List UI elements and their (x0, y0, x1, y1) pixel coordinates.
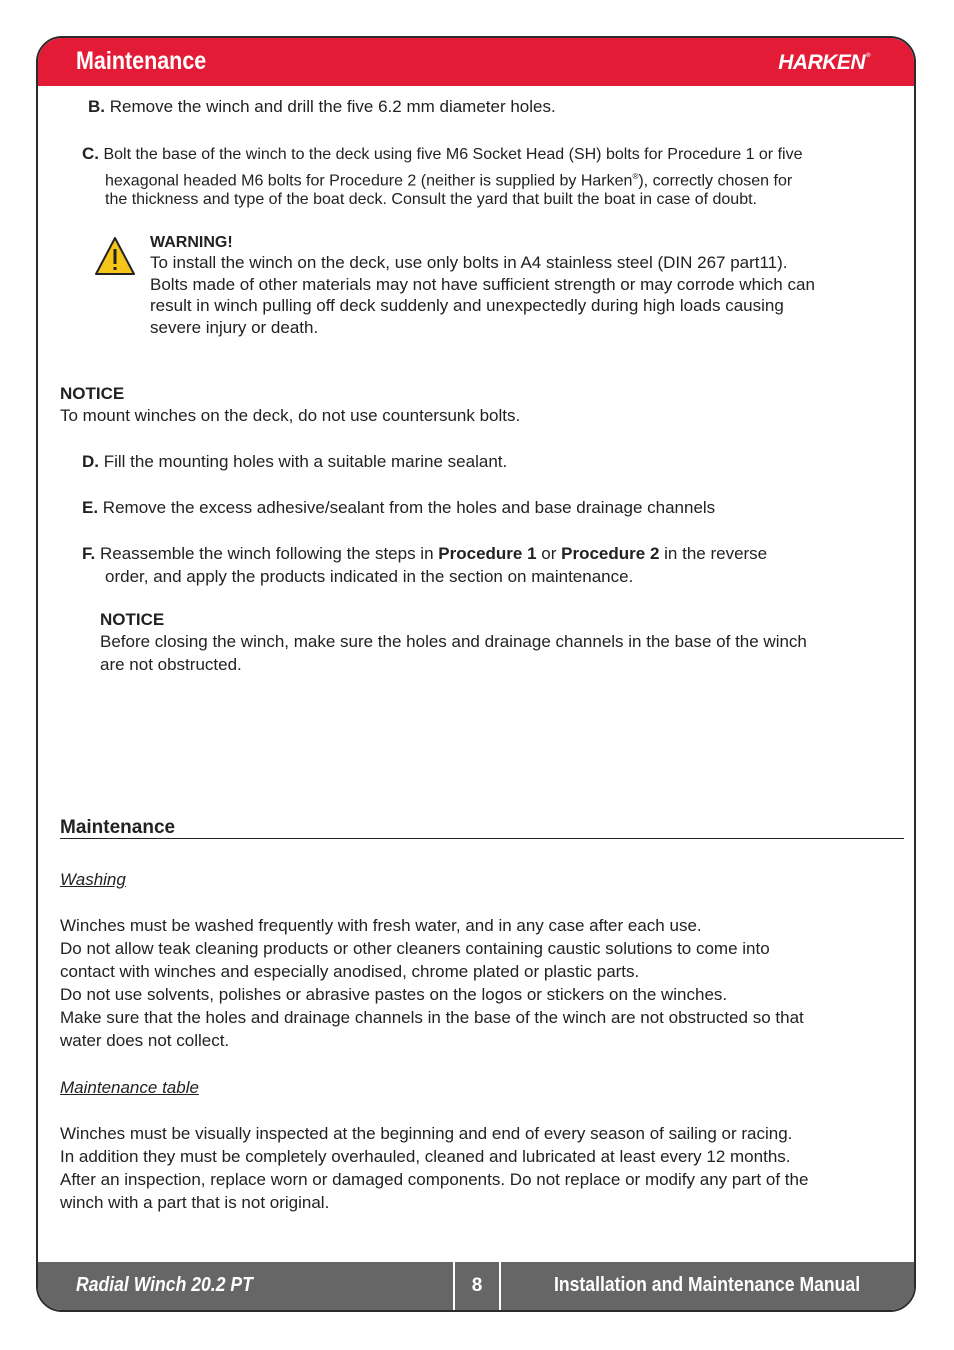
step-c-text-2b: ), correctly chosen for (638, 172, 793, 190)
maintenance-table-line-3: After an inspection, replace worn or damaged components. Do not replace or modify any part of the (60, 1170, 809, 1189)
step-f-procedure-1: Procedure 1 (438, 544, 537, 563)
notice-2-title: NOTICE (100, 610, 165, 629)
page-title: Maintenance (76, 47, 207, 75)
step-b-letter: B. (88, 97, 105, 116)
step-c-text-2a: hexagonal headed M6 bolts for Procedure 2 (neither is supplied by Harken (105, 172, 633, 190)
step-e-text: Remove the excess adhesive/sealant from the holes and base drainage channels (102, 498, 716, 517)
footer-page-number: 8 (453, 1262, 501, 1310)
step-f-or: or (541, 544, 557, 563)
maintenance-heading: Maintenance (60, 817, 176, 838)
washing-line-5: Make sure that the holes and drainage channels in the base of the winch are not obstructed so that (60, 1008, 804, 1027)
page-footer (38, 1262, 914, 1310)
step-c-registered-mark: ® (632, 172, 639, 181)
washing-line-4: Do not use solvents, polishes or abrasive pastes on the logos or stickers on the winches. (60, 985, 728, 1004)
step-d-letter: D. (82, 452, 99, 471)
maintenance-table-line-2: In addition they must be completely overhauled, cleaned and lubricated at least every 12 months. (60, 1147, 791, 1166)
notice-1-text: To mount winches on the deck, do not use countersunk bolts. (60, 406, 521, 425)
page-header (38, 38, 914, 86)
harken-logo (778, 51, 870, 75)
step-f-procedure-2: Procedure 2 (561, 544, 660, 563)
warning-line-3: result in winch pulling off deck suddenly and unexpectedly during high loads causing (150, 296, 784, 315)
notice-2-line-1: Before closing the winch, make sure the holes and drainage channels in the base of the winch (100, 632, 807, 651)
section-divider (60, 838, 904, 839)
step-e-letter: E. (82, 498, 99, 517)
warning-line-1: To install the winch on the deck, use only bolts in A4 stainless steel (DIN 267 part11). (150, 253, 788, 272)
warning-triangle-icon (94, 236, 136, 276)
step-b-text: Remove the winch and drill the five 6.2 mm diameter holes. (109, 97, 556, 116)
step-d-text: Fill the mounting holes with a suitable marine sealant. (103, 452, 508, 471)
warning-line-4: severe injury or death. (150, 317, 319, 337)
notice-2-line-2: are not obstructed. (100, 655, 242, 674)
maintenance-table-title: Maintenance table (60, 1078, 199, 1097)
step-f-line-2: order, and apply the products indicated in the section on maintenance. (105, 567, 634, 586)
step-f-text-pre: Reassemble the winch following the steps in (99, 544, 434, 563)
logo-text: HARKEN (778, 51, 866, 74)
footer-product-name: Radial Winch 20.2 PT (76, 1274, 253, 1296)
maintenance-table-line-4: winch with a part that is not original. (60, 1193, 330, 1212)
step-d (82, 450, 507, 473)
step-c-text-1: Bolt the base of the winch to the deck using five M6 Socket Head (SH) bolts for Procedure 1 or five (103, 146, 803, 163)
logo-registered-mark: ® (866, 53, 870, 59)
footer-manual-title: Installation and Maintenance Manual (554, 1274, 861, 1296)
maintenance-table-line-1: Winches must be visually inspected at the beginning and end of every season of sailing or racing. (60, 1124, 793, 1143)
washing-line-1: Winches must be washed frequently with fresh water, and in any case after each use. (60, 916, 702, 935)
washing-line-2: Do not allow teak cleaning products or other cleaners containing caustic solutions to come into (60, 939, 770, 958)
step-c-letter: C. (82, 144, 99, 163)
washing-line-3: contact with winches and especially anodised, chrome plated or plastic parts. (60, 962, 640, 981)
step-c-line-3: the thickness and type of the boat deck. Consult the yard that built the boat in case of doubt. (105, 191, 757, 208)
warning-title: WARNING! (150, 234, 233, 251)
washing-title: Washing (60, 870, 126, 889)
step-c-line-1 (82, 142, 802, 166)
warning-line-2: Bolts made of other materials may not have sufficient strength or may corrode which can (150, 274, 815, 294)
step-f-letter: F. (82, 544, 96, 563)
step-b (88, 95, 556, 118)
step-f-text-post: in the reverse (664, 544, 768, 563)
step-f-line-1 (82, 542, 767, 565)
washing-line-6: water does not collect. (60, 1031, 230, 1050)
step-e (82, 496, 715, 519)
notice-1-title: NOTICE (60, 384, 125, 403)
